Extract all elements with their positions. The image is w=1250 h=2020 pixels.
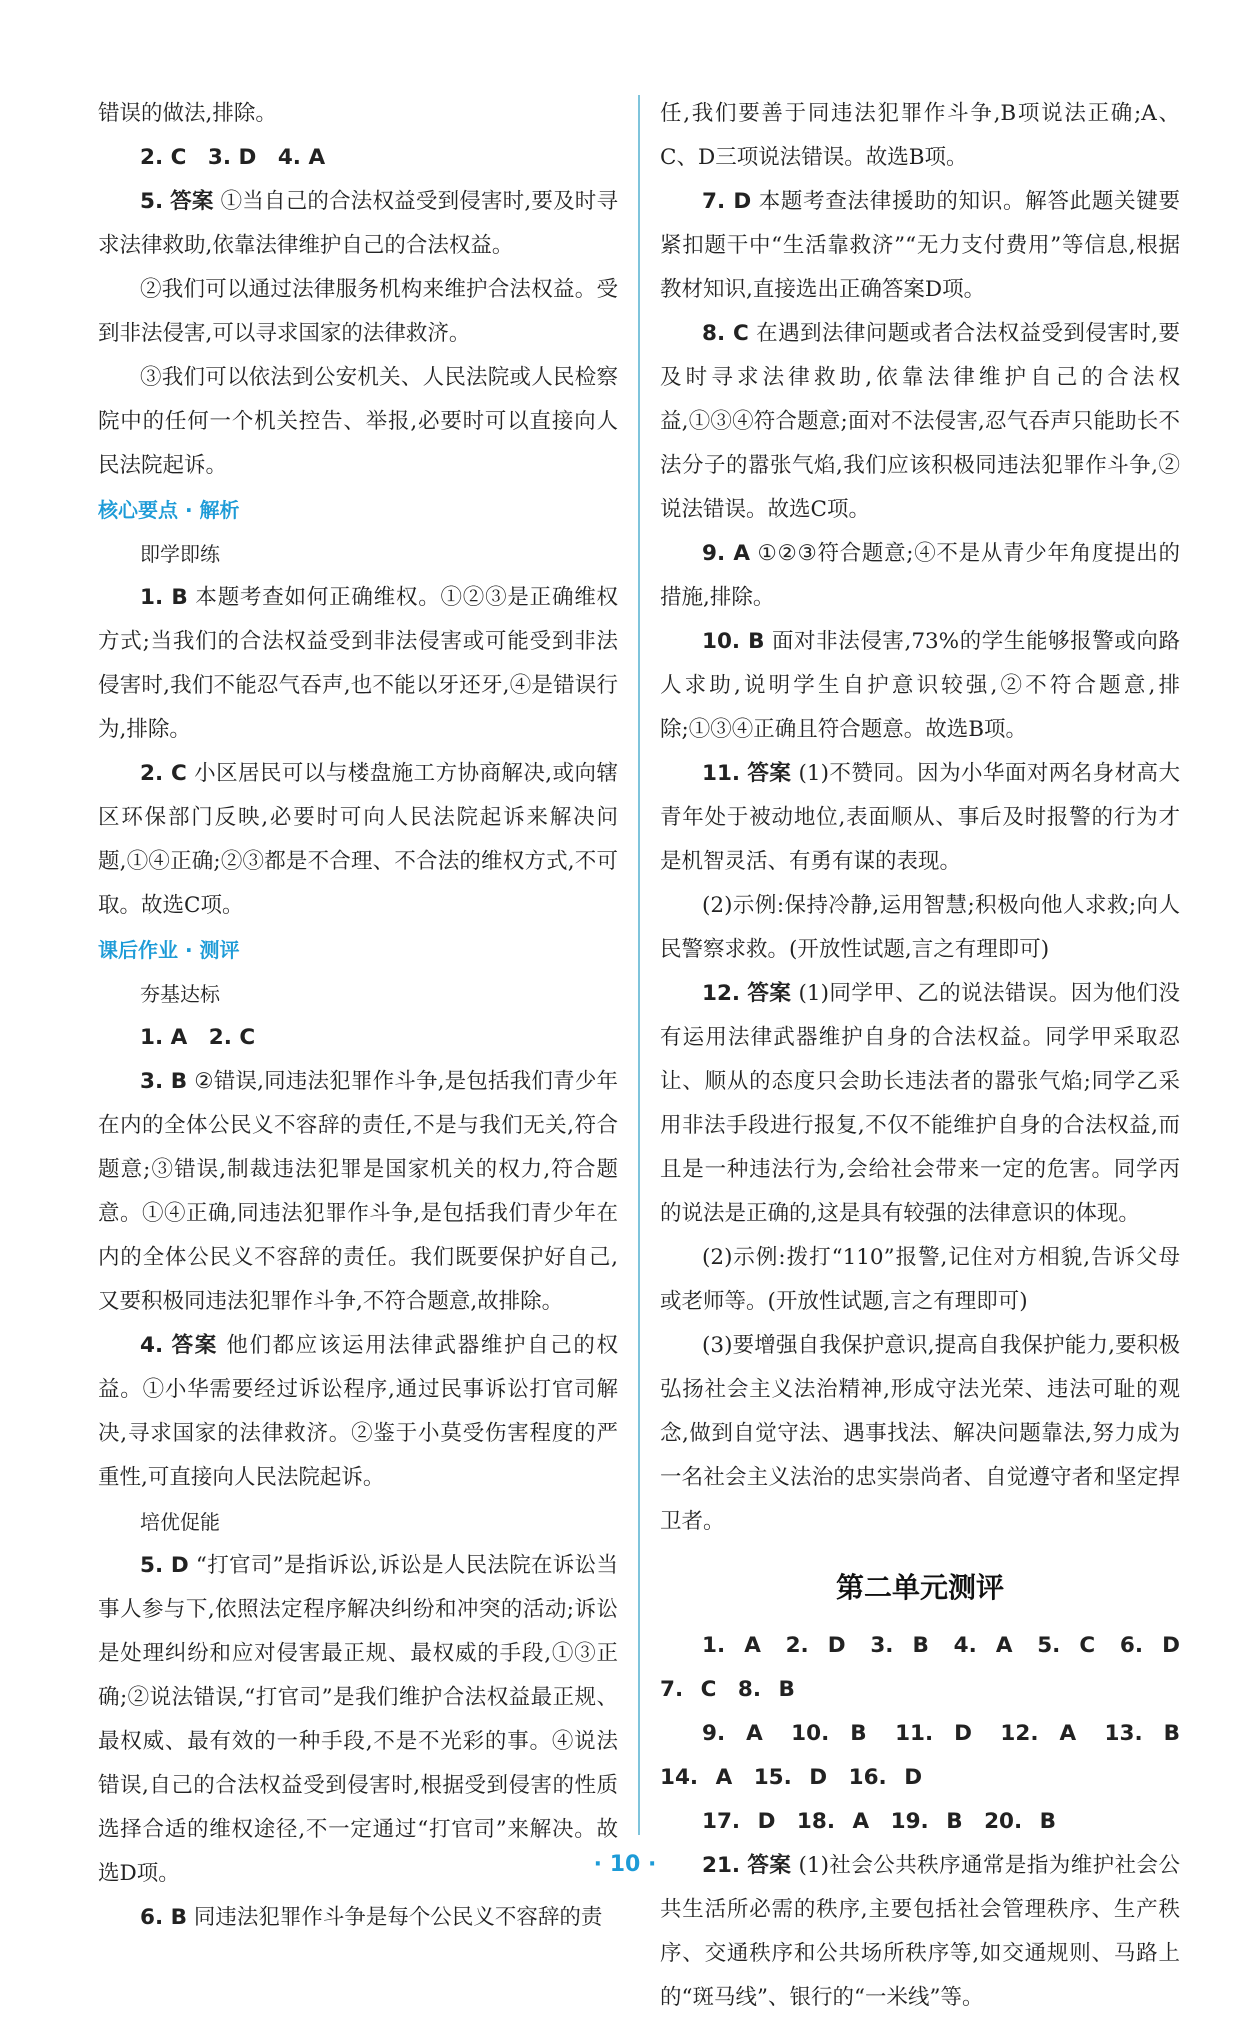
right-column <box>660 92 1202 2020</box>
question-number: 21. <box>702 1853 741 1878</box>
text-line: 错误的做法,排除。 <box>98 101 277 126</box>
left-column <box>98 92 618 1940</box>
paragraph: (2)示例:拨打“110”报警,记住对方相貌,告诉父母或老师等。(开放性试题,言之有理即可) <box>660 1245 1180 1314</box>
answer-row: 17. D 18. A 19. B 20. B <box>702 1809 1057 1834</box>
question-7 <box>660 180 1180 312</box>
question-6 <box>98 1896 618 1940</box>
question-8 <box>660 312 1180 532</box>
question-5 <box>98 180 618 268</box>
paragraph: (3)要增强自我保护意识,提高自我保护能力,要积极弘扬社会主义法治精神,形成守法光荣、违法可耻的观念,做到自觉守法、遇事找法、解决问题靠法,努力成为一名社会主义法治的忠实崇尚者、自觉遵守者和坚定捍卫者。 <box>660 1333 1180 1534</box>
subsection-title: 夯基达标 <box>140 982 220 1006</box>
question-number: 12. <box>702 981 741 1006</box>
answer-label: 答案 <box>747 1853 792 1878</box>
answer-row: 1. A 2. D 3. B 4. A 5. C 6. D 7. C 8. B <box>660 1633 1202 1702</box>
answer-label: 答案 <box>747 981 792 1006</box>
question-1 <box>98 576 618 752</box>
page-number: · 10 · <box>593 1852 657 1877</box>
paragraph: ③我们可以依法到公安机关、人民法院或人民检察院中的任何一个机关控告、举报,必要时可以直接向人民法院起诉。 <box>98 365 618 478</box>
question-text: ①当自己的合法权益受到侵害时,要及时寻求法律救助,依靠法律维护自己的合法权益。 <box>98 189 618 258</box>
question-number: 4. <box>140 1333 164 1358</box>
question-11 <box>660 752 1180 884</box>
answer-list: 1. A 2. C <box>140 1025 256 1050</box>
question-number: 7. D <box>702 189 752 214</box>
question-5b <box>98 1544 618 1896</box>
question-3 <box>98 1060 618 1324</box>
question-number: 2. C <box>140 761 187 786</box>
section-title: 课后作业 · 测评 <box>98 938 240 962</box>
column-divider <box>638 95 640 1835</box>
unit-title: 第二单元测评 <box>835 1571 1004 1604</box>
question-text: (1)同学甲、乙的说法错误。因为他们没有运用法律武器维护自身的合法权益。同学甲采取忍让、顺从的态度只会助长违法者的嚣张气焰;同学乙采用非法手段进行报复,不仅不能维护自身的合法权益,而且是一种违法行为,会给社会带来一定的危害。同学丙的说法是正确的,这是具有较强的法律意识的体现。 <box>660 981 1180 1226</box>
question-text: ①②③符合题意;④不是从青少年角度提出的措施,排除。 <box>660 541 1180 610</box>
subsection-title: 培优促能 <box>140 1510 220 1534</box>
question-text: 在遇到法律问题或者合法权益受到侵害时,要及时寻求法律救助,依靠法律维护自己的合法权益,①③④符合题意;面对不法侵害,忍气吞声只能助长不法分子的嚣张气焰,我们应该积极同违法犯罪作斗争,②说法错误。故选C项。 <box>660 321 1180 522</box>
question-4 <box>98 1324 618 1500</box>
question-text: 同违法犯罪作斗争是每个公民义不容辞的责 <box>187 1905 603 1930</box>
question-number: 10. B <box>702 629 765 654</box>
answer-line <box>98 136 618 180</box>
question-number: 9. A <box>702 541 750 566</box>
question-text: 他们都应该运用法律武器维护自己的权益。①小华需要经过诉讼程序,通过民事诉讼打官司解决,寻求国家的法律救济。②鉴于小莫受伤害程度的严重性,可直接向人民法院起诉。 <box>98 1333 618 1490</box>
paragraph: ②我们可以通过法律服务机构来维护合法权益。受到非法侵害,可以寻求国家的法律救济。 <box>98 277 618 346</box>
question-text: ②错误,同违法犯罪作斗争,是包括我们青少年在内的全体公民义不容辞的责任,不是与我们无关,符合题意;③错误,制裁违法犯罪是国家机关的权力,符合题意。①④正确,同违法犯罪作斗争,是包括我们青少年在内的全体公民义不容辞的责任。我们既要保护好自己,又要积极同违法犯罪作斗争,不符合题意,故排除。 <box>98 1069 619 1314</box>
answer-list: 2. C 3. D 4. A <box>140 145 326 170</box>
paragraph: (2)示例:保持冷静,运用智慧;积极向他人求救;向人民警察求救。(开放性试题,言之有理即可) <box>660 893 1180 962</box>
question-text: 本题考查法律援助的知识。解答此题关键要紧扣题干中“生活靠救济”“无力支付费用”等信息,根据教材知识,直接选出正确答案D项。 <box>660 189 1180 302</box>
question-text: (1)不赞同。因为小华面对两名身材高大青年处于被动地位,表面顺从、事后及时报警的行为才是机智灵活、有勇有谋的表现。 <box>660 761 1180 874</box>
answer-label: 答案 <box>170 189 214 214</box>
question-2 <box>98 752 618 928</box>
question-text: 小区居民可以与楼盘施工方协商解决,或向辖区环保部门反映,必要时可向人民法院起诉来解决问题,①④正确;②③都是不合理、不合法的维权方式,不可取。故选C项。 <box>98 761 618 918</box>
question-text: “打官司”是指诉讼,诉讼是人民法院在诉讼当事人参与下,依照法定程序解决纠纷和冲突的活动;诉讼是处理纠纷和应对侵害最正规、最权威的手段,①③正确;②说法错误,“打官司”是我们维护合法权益最正规、最权威、最有效的一种手段,不是不光彩的事。④说法错误,自己的合法权益受到侵害时,根据受到侵害的性质选择合适的维权途径,不一定通过“打官司”来解决。故选D项。 <box>98 1553 618 1886</box>
question-text: 面对非法侵害,73%的学生能够报警或向路人求助,说明学生自护意识较强,②不符合题意,排除;①③④正确且符合题意。故选B项。 <box>660 629 1180 742</box>
answer-label: 答案 <box>747 761 792 786</box>
question-number: 6. B <box>140 1905 187 1930</box>
answer-row: 9. A 10. B 11. D 12. A 13. B 14. A 15. D 16. D <box>660 1721 1202 1790</box>
text-line: 任,我们要善于同违法犯罪作斗争,B项说法正确;A、C、D三项说法错误。故选B项。 <box>660 101 1180 170</box>
question-12 <box>660 972 1180 1236</box>
question-number: 1. B <box>140 585 188 610</box>
question-text: (1)社会公共秩序通常是指为维护社会公共生活所必需的秩序,主要包括社会管理秩序、生产秩序、交通秩序和公共场所秩序等,如交通规则、马路上的“斑马线”、银行的“一米线”等。 <box>660 1853 1180 2010</box>
answer-line <box>98 1016 618 1060</box>
question-number: 11. <box>702 761 741 786</box>
question-number: 5. <box>140 189 164 214</box>
question-9 <box>660 532 1180 620</box>
answer-label: 答案 <box>171 1333 218 1358</box>
question-number: 5. D <box>140 1553 189 1578</box>
question-text: 本题考查如何正确维权。①②③是正确维权方式;当我们的合法权益受到非法侵害或可能受到非法侵害时,我们不能忍气吞声,也不能以牙还牙,④是错误行为,排除。 <box>98 585 619 742</box>
subsection-title: 即学即练 <box>140 542 220 566</box>
question-10 <box>660 620 1180 752</box>
question-number: 3. B <box>140 1069 188 1094</box>
section-title: 核心要点 · 解析 <box>98 498 240 522</box>
question-number: 8. C <box>702 321 749 346</box>
